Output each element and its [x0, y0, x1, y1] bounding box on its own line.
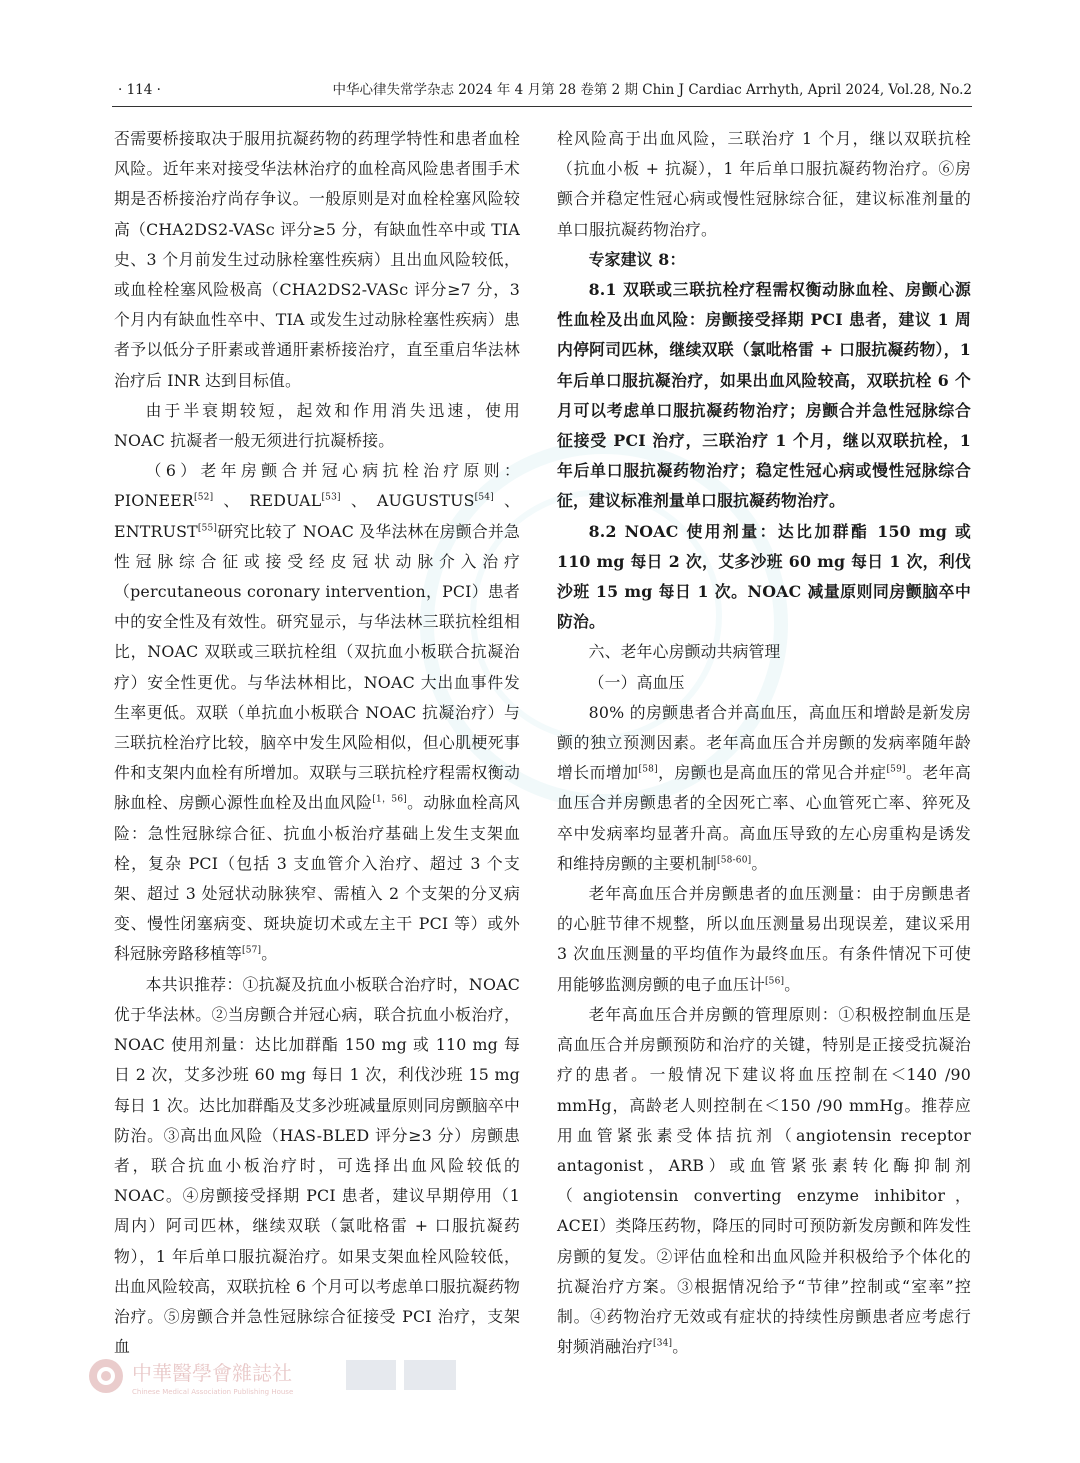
citation: [54] — [474, 493, 494, 504]
paragraph: 本共识推荐：①抗凝及抗血小板联合治疗时，NOAC 优于华法林。②当房颤合并冠心病，联合抗血小板治疗，NOAC 使用剂量：达比加群酯 150 mg 或 110 mg 每日 2 次，艾多沙班 60 mg 每日 1 次，利伐沙班 15 mg 每日 1 次。达比加群酯及艾多沙班减量原则同房颤脑卒中防治。③高出血风险（HAS-BLED 评分≥3 分）房颤患者，联合抗血小板治疗时，可选择出血风险较低的 NOAC。④房颤接受择期 PCI 患者，建议早期停用（1 周内）阿司匹林，继续双联（氯吡格雷 + 口服抗凝药物），1 年后单口服抗凝治疗。如果支架血栓风险较低，出血风险较高，双联抗栓 6 个月可以考虑单口服抗凝药物治疗。⑤房颤合并急性冠脉综合征接受 PCI 治疗，支架血 — [114, 974, 520, 1357]
citation: [34] — [652, 1338, 673, 1349]
paragraph: 老年高血压合并房颤的管理原则：①积极控制血压是高血压合并房颤预防和治疗的关键，特别是正接受抗凝治疗的患者。一般情况下建议将血压控制在＜140 /90 mmHg，高龄老人则控制在＜150 /90 mmHg。推荐应用血管紧张素受体拮抗剂（angiotensin receptor antagonist，ARB）或血管紧张素转化酶抑制剂（angiotensin converting enzyme inhibitor，ACEI）类降压药物，降压的同时可预防新发房颤和阵发性房颤的复发。②评估血栓和出血风险并积极给予个体化的抗凝治疗方案。③根据情况给予“节律”控制或“室率”控制。④药物治疗无效或有症状的持续性房颤患者应考虑行射频消融治疗[34]。 — [557, 1004, 971, 1357]
publisher-logo — [84, 1352, 464, 1400]
citation: [55] — [197, 523, 218, 534]
paragraph: （6）老年房颤合并冠心病抗栓治疗原则：PIONEER[52]、REDUAL[53]、AUGUSTUS[54]、ENTRUST[55]研究比较了 NOAC 及华法林在房颤合并急性冠脉综合征或接受经皮冠状动脉介入治疗（percutaneous coronary intervention，PCI）患者中的安全性及有效性。研究显示，与华法林三联抗栓组相比，NOAC 双联或三联抗栓组（双抗血小板联合抗凝治疗）安全性更优。与华法林相比，NOAC 大出血事件发生率更低。双联（单抗血小板联合 NOAC 抗凝治疗）与三联抗栓治疗比较，脑卒中发生风险相似，但心肌梗死事件和支架内血栓有所增加。双联与三联抗栓疗程需权衡动脉血栓、房颤心源性血栓及出血风险[1，56]。动脉血栓高风险：急性冠脉综合征、抗血小板治疗基础上发生支架血栓，复杂 PCI（包括 3 支血管介入治疗、超过 3 个支架、超过 3 处冠状动脉狭窄、需植入 2 个支架的分叉病变、慢性闭塞病变、斑块旋切术或左主干 PCI 等）或外科冠脉旁路移植等[57]。 — [114, 461, 521, 964]
citation: [58] — [638, 765, 658, 775]
recommendation-8-1: 8.1 双联或三联抗栓疗程需权衡动脉血栓、房颤心源性血栓及出血风险：房颤接受择期 PCI 患者，建议 1 周内停阿司匹林，继续双联（氯吡格雷 + 口服抗凝药物），1 年后单口服抗凝治疗，如果出血风险较高，双联抗栓 6 个月可以考虑单口服抗凝药物治疗；房颤合并急性冠脉综合征接受 PCI 治疗，三联治疗 1 个月，继以双联抗栓，1 年后单口服抗凝药物治疗；稳定性冠心病或慢性冠脉综合征，建议标准剂量单口服抗凝药物治疗。 — [557, 280, 971, 511]
citation: [57] — [241, 946, 262, 957]
page-number: · 114 · — [118, 82, 161, 98]
paragraph: 80% 的房颤患者合并高血压，高血压和增龄是新发房颤的独立预测因素。老年高血压合并房颤的发病率随年龄增长而增加[58]，房颤也是高血压的常见合并症[59]。老年高血压合并房颤患者的全因死亡率、心血管死亡率、猝死及卒中发病率均显著升高。高血压导致的左心房重构是诱发和维持房颤的主要机制[58-60]。 — [557, 702, 971, 873]
paragraph: 老年高血压合并房颤患者的血压测量：由于房颤患者的心脏节律不规整，所以血压测量易出现误差，建议采用 3 次血压测量的平均值作为最终血压。有条件情况下可使用能够监测房颤的电子血压计[56]。 — [557, 884, 971, 994]
header-rule — [112, 106, 972, 107]
citation: [59] — [886, 765, 906, 775]
paragraph: 由于半衰期较短，起效和作用消失迅速，使用 NOAC 抗凝者一般无须进行抗凝桥接。 — [114, 400, 520, 451]
right-column — [557, 124, 971, 1362]
expert-recommendation-title: 专家建议 8： — [588, 249, 686, 269]
publisher-logo-graphic — [84, 1352, 464, 1400]
publisher-name: 中華醫學會雜誌社 — [132, 1361, 292, 1385]
citation: [1，56] — [372, 795, 407, 806]
paragraph: 否需要桥接取决于服用抗凝药物的药理学特性和患者血栓风险。近年来对接受华法林治疗的血栓高风险患者围手术期是否桥接治疗尚存争议。一般原则是对血栓栓塞风险较高（CHA2DS2-VASc 评分≥5 分，有缺血性卒中或 TIA 史、3 个月前发生过动脉栓塞性疾病）且出血风险较低，或血栓栓塞风险极高（CHA2DS2-VASc 评分≥7 分，3 个月内有缺血性卒中、TIA 或发生过动脉栓塞性疾病）患者予以低分子肝素或普通肝素桥接治疗，直至重启华法林治疗后 INR 达到目标值。 — [114, 129, 520, 390]
citation: [58-60] — [716, 855, 752, 866]
citation: [53] — [321, 493, 341, 504]
citation: [52] — [194, 493, 214, 504]
paragraph: 栓风险高于出血风险，三联治疗 1 个月，继以双联抗栓（抗血小板 + 抗凝），1 年后单口服抗凝药物治疗。⑥房颤合并稳定性冠心病或慢性冠脉综合征，建议标准剂量的单口服抗凝药物治疗。 — [557, 129, 971, 239]
subsection-heading: （一）高血压 — [588, 672, 685, 692]
recommendation-8-2: 8.2 NOAC 使用剂量：达比加群酯 150 mg 或 110 mg 每日 2 次，艾多沙班 60 mg 每日 1 次，利伐沙班 15 mg 每日 1 次。NOAC 减量原则同房颤脑卒中防治。 — [557, 521, 971, 632]
publisher-name-en: Chinese Medical Association Publishing House — [132, 1388, 294, 1396]
left-column — [114, 124, 520, 1362]
citation: [56] — [764, 976, 785, 987]
journal-citation: 中华心律失常学杂志 2024 年 4 月第 28 卷第 2 期 Chin J Cardiac Arrhyth, April 2024, Vol.28, No.2 — [332, 82, 972, 98]
running-header — [118, 78, 972, 102]
section-heading: 六、老年心房颤动共病管理 — [588, 642, 781, 662]
